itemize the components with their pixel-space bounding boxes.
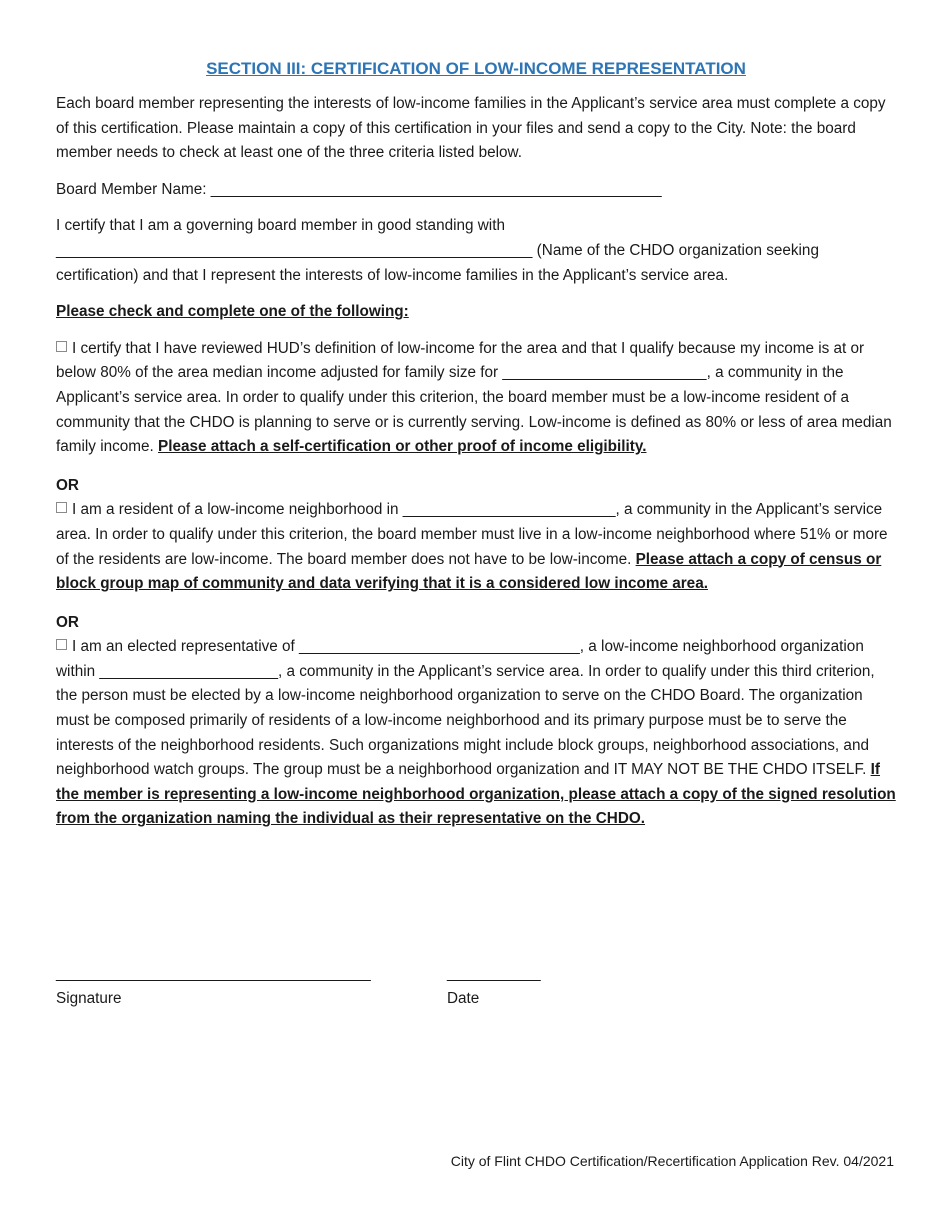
page-footer: City of Flint CHDO Certification/Recertification Application Rev. 04/2021 (450, 1153, 894, 1169)
option-1-attachment-note: Please attach a self-certification or other proof of income eligibility. (158, 438, 647, 456)
option-3-paragraph (56, 635, 896, 832)
option-2-neighborhood-field[interactable]: _________________________ (402, 501, 616, 519)
option-2-text-start: I am a resident of a low-income neighborhood in (72, 501, 403, 519)
option-3-organization-field[interactable]: _________________________________ (299, 638, 580, 656)
signature-label: Signature (56, 989, 122, 1007)
option-1-community-field[interactable]: ________________________ (502, 364, 707, 382)
board-member-name-field[interactable]: _____________________________________________________ (210, 180, 662, 198)
board-member-name-label: Board Member Name: (56, 180, 211, 198)
option-1-text-middle: , a community in the Applicant’s service area. In order to qualify under this criterion, the board member must be a low-income resident of a community that the CHDO is planning to serve or is currently serving. Low-income is defined as 80% or less of area median family income. (56, 364, 892, 456)
certify-text-start: I certify that I am a governing board member in good standing with (56, 217, 505, 235)
option-3-text-end: , a community in the Applicant’s service area. In order to qualify under this third criterion, the person must be elected by a low-income neighborhood organization to serve on the CHDO Board. The organization must be composed primarily of residents of a low-income neighborhood and its primary purpose must be to serve the interests of the neighborhood residents. Such organizations might include block groups, neighborhood associations, and neighborhood watch groups. The group must be a neighborhood organization and IT MAY NOT BE THE CHDO ITSELF. (56, 662, 875, 779)
option-3-attachment-note: If the member is representing a low-income neighborhood organization, please attach a copy of the signed resolution from the organization naming the individual as their representative on the CHDO. (56, 761, 896, 828)
board-member-name-row (56, 178, 896, 203)
option-3-text-middle: , a low-income neighborhood organization within (56, 638, 864, 680)
option-2-checkbox[interactable] (56, 502, 67, 513)
option-1-text-start: I certify that I have reviewed HUD’s definition of low-income for the area and that I qualify because my income is at or below 80% of the area median income adjusted for family size for (56, 339, 865, 382)
signature-column (56, 962, 371, 1011)
chdo-organization-name-field[interactable]: ________________________________________________________ (56, 241, 533, 259)
date-field[interactable]: ___________ (447, 965, 541, 982)
date-label: Date (447, 989, 480, 1007)
certify-text-end: (Name of the CHDO organization seeking certification) and that I represent the interests of low-income families in the Applicant’s service area. (56, 241, 819, 284)
option-1-paragraph (56, 337, 896, 460)
option-2-attachment-note: Please attach a copy of census or block group map of community and data verifying that it is a considered low income area. (56, 550, 882, 593)
instruction-heading: Please check and complete one of the following: (56, 303, 409, 321)
option-2-text-middle: , a community in the Applicant’s service area. In order to qualify under this criterion, the board member must live in a low-income neighborhood where 51% or more of the residents are low-income. The board member does not have to be low-income. (56, 501, 888, 568)
intro-paragraph: Each board member representing the interests of low-income families in the Applicant’s service area must complete a copy of this certification. Please maintain a copy of this certification in your files and send a copy to the City. Note: the board member needs to check at least one of the three criteria listed below. (56, 95, 886, 162)
option-2-paragraph (56, 498, 896, 596)
option-3-text-start: I am an elected representative of (72, 638, 300, 656)
certify-paragraph (56, 214, 896, 288)
option-3-checkbox[interactable] (56, 639, 67, 650)
signature-field[interactable]: _____________________________________ (56, 965, 371, 982)
or-separator-1: OR (56, 476, 79, 494)
option-3-community-field[interactable]: _____________________ (99, 662, 279, 680)
section-title: SECTION III: CERTIFICATION OF LOW-INCOME REPRESENTATION (206, 59, 746, 78)
certification-form (56, 56, 896, 844)
date-column (447, 962, 541, 1011)
option-1-checkbox[interactable] (56, 341, 67, 352)
or-separator-2: OR (56, 613, 79, 631)
